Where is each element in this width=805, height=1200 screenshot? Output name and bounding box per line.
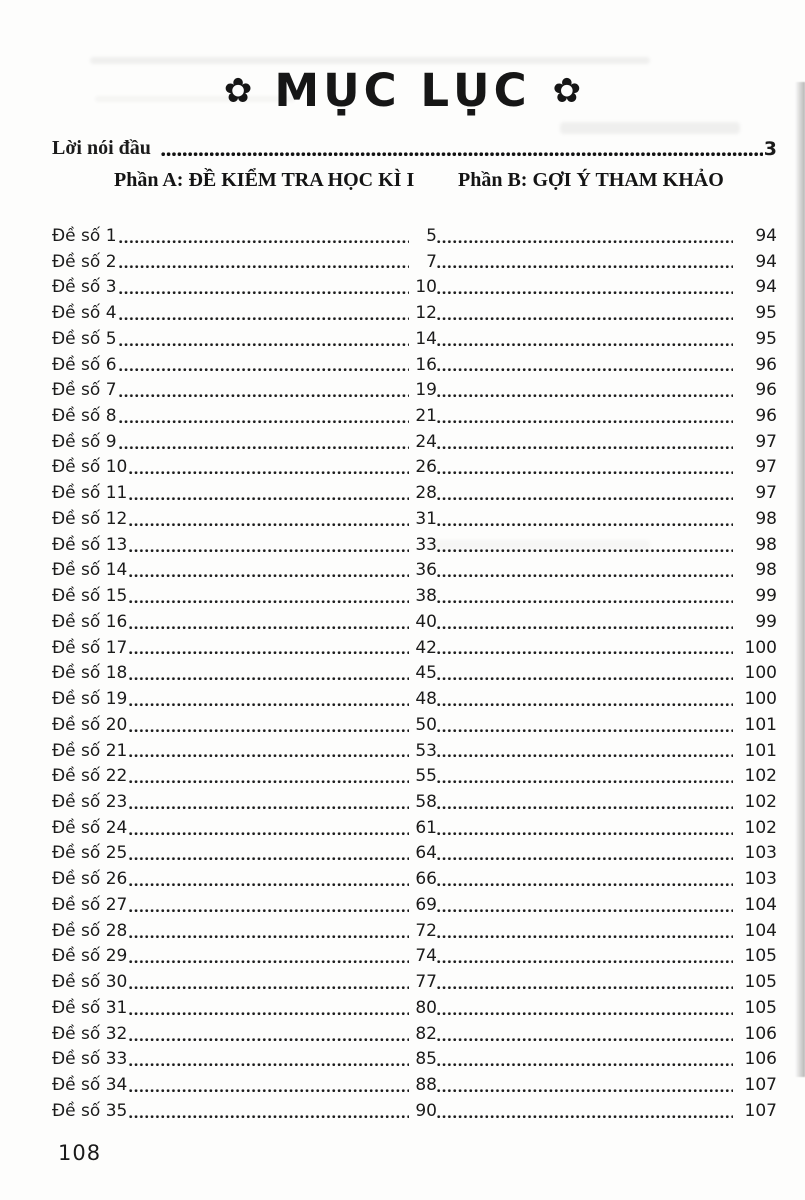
page-title-row xyxy=(0,64,805,117)
toc-row xyxy=(52,660,777,686)
toc-entry-page-part-a: 16 xyxy=(415,354,437,375)
toc-entry-page-part-a: 66 xyxy=(415,869,437,890)
column-header-part-b: Phần B: GỢI Ý THAM KHẢO xyxy=(458,169,724,191)
toc-entry-label: Đề số 34 xyxy=(52,1075,128,1096)
folio-page-number: 108 xyxy=(58,1141,102,1165)
toc-row xyxy=(52,1021,777,1047)
dot-leader xyxy=(437,738,733,764)
toc-row-left-segment xyxy=(52,635,437,661)
toc-entry-page-part-b: 95 xyxy=(755,303,777,324)
dot-leader xyxy=(437,686,733,712)
dot-leader xyxy=(129,558,409,584)
toc-entry-page-part-a: 80 xyxy=(415,997,437,1018)
toc-row xyxy=(52,1098,777,1124)
toc-entry-page-part-b: 98 xyxy=(755,560,777,581)
dot-leader xyxy=(437,558,733,584)
preface-label: Lời nói đầu xyxy=(52,137,151,159)
toc-entry-page-part-a: 55 xyxy=(415,766,437,787)
toc-entry-page-part-a: 85 xyxy=(415,1049,437,1070)
toc-entry-page-part-b: 94 xyxy=(755,225,777,246)
toc-row-left-segment xyxy=(52,892,437,918)
toc-entry-page-part-a: 53 xyxy=(415,740,437,761)
toc-entry-label: Đề số 18 xyxy=(52,663,128,684)
toc-row xyxy=(52,815,777,841)
toc-entry-label: Đề số 27 xyxy=(52,894,128,915)
dot-leader xyxy=(129,455,409,481)
preface-entry xyxy=(52,134,777,160)
toc-entry-label: Đề số 20 xyxy=(52,714,128,735)
toc-row-left-segment xyxy=(52,377,437,403)
toc-entry-label: Đề số 1 xyxy=(52,225,117,246)
dot-leader xyxy=(437,352,733,378)
dot-leader xyxy=(129,660,409,686)
dot-leader xyxy=(129,712,409,738)
toc-row xyxy=(52,1072,777,1098)
toc-row-left-segment xyxy=(52,223,437,249)
toc-row-left-segment xyxy=(52,815,437,841)
dot-leader xyxy=(437,944,733,970)
toc-row-left-segment xyxy=(52,455,437,481)
toc-row xyxy=(52,480,777,506)
dot-leader xyxy=(437,892,733,918)
toc-row xyxy=(52,352,777,378)
dot-leader xyxy=(119,352,409,378)
toc-row xyxy=(52,866,777,892)
page-edge-shadow xyxy=(795,82,805,1077)
dot-leader xyxy=(437,635,733,661)
toc-entry-label: Đề số 11 xyxy=(52,483,128,504)
page-title: MỤC LỤC xyxy=(274,64,531,117)
toc-entry-page-part-b: 102 xyxy=(744,766,777,787)
toc-row xyxy=(52,274,777,300)
toc-row xyxy=(52,558,777,584)
toc-list xyxy=(52,223,777,1124)
toc-entry-label: Đề số 24 xyxy=(52,817,128,838)
toc-entry-page-part-a: 31 xyxy=(415,508,437,529)
toc-row xyxy=(52,712,777,738)
toc-entry-page-part-a: 38 xyxy=(415,586,437,607)
dot-leader xyxy=(129,532,409,558)
dot-leader xyxy=(119,326,409,352)
toc-row-left-segment xyxy=(52,686,437,712)
toc-row-left-segment xyxy=(52,1047,437,1073)
toc-row-left-segment xyxy=(52,944,437,970)
dot-leader xyxy=(119,429,409,455)
toc-row-left-segment xyxy=(52,326,437,352)
toc-row-left-segment xyxy=(52,1021,437,1047)
toc-entry-page-part-a: 33 xyxy=(415,534,437,555)
toc-entry-page-part-a: 74 xyxy=(415,946,437,967)
dot-leader xyxy=(437,480,733,506)
toc-entry-page-part-b: 104 xyxy=(744,920,777,941)
toc-entry-page-part-b: 100 xyxy=(744,637,777,658)
dot-leader xyxy=(129,969,409,995)
toc-entry-label: Đề số 26 xyxy=(52,869,128,890)
toc-entry-label: Đề số 17 xyxy=(52,637,128,658)
toc-entry-page-part-b: 98 xyxy=(755,508,777,529)
toc-entry-label: Đề số 6 xyxy=(52,354,117,375)
toc-row xyxy=(52,249,777,275)
dot-leader xyxy=(129,866,409,892)
dot-leader xyxy=(161,140,763,160)
toc-entry-page-part-b: 106 xyxy=(744,1023,777,1044)
toc-entry-page-part-a: 64 xyxy=(415,843,437,864)
toc-entry-page-part-a: 58 xyxy=(415,792,437,813)
toc-row xyxy=(52,609,777,635)
dot-leader xyxy=(437,866,733,892)
toc-entry-page-part-b: 100 xyxy=(744,663,777,684)
toc-entry-page-part-a: 69 xyxy=(415,894,437,915)
toc-row xyxy=(52,223,777,249)
dot-leader xyxy=(437,918,733,944)
dot-leader xyxy=(129,944,409,970)
toc-entry-label: Đề số 9 xyxy=(52,431,117,452)
toc-entry-label: Đề số 8 xyxy=(52,406,117,426)
dot-leader xyxy=(437,1072,733,1098)
toc-entry-page-part-b: 102 xyxy=(744,817,777,838)
dot-leader xyxy=(129,841,409,867)
toc-row-left-segment xyxy=(52,403,437,429)
toc-entry-page-part-b: 97 xyxy=(755,483,777,504)
toc-entry-page-part-a: 90 xyxy=(415,1100,437,1121)
dot-leader xyxy=(129,1098,409,1124)
toc-entry-page-part-b: 107 xyxy=(744,1075,777,1096)
toc-row-left-segment xyxy=(52,1098,437,1124)
toc-row-left-segment xyxy=(52,995,437,1021)
toc-entry-page-part-a: 48 xyxy=(415,689,437,710)
dot-leader xyxy=(437,326,733,352)
florette-icon: ✿ xyxy=(552,71,582,111)
toc-row xyxy=(52,635,777,661)
dot-leader xyxy=(437,429,733,455)
toc-row xyxy=(52,789,777,815)
toc-row-left-segment xyxy=(52,506,437,532)
toc-entry-page-part-a: 5 xyxy=(426,225,437,246)
toc-entry-label: Đề số 14 xyxy=(52,560,128,581)
toc-row xyxy=(52,300,777,326)
toc-row xyxy=(52,326,777,352)
dot-leader xyxy=(437,1021,733,1047)
toc-entry-label: Đề số 5 xyxy=(52,328,117,349)
toc-row-left-segment xyxy=(52,558,437,584)
toc-entry-page-part-a: 26 xyxy=(415,457,437,478)
toc-row-left-segment xyxy=(52,763,437,789)
dot-leader xyxy=(129,738,409,764)
scan-artifact xyxy=(90,57,650,64)
toc-entry-page-part-b: 100 xyxy=(744,689,777,710)
toc-row-left-segment xyxy=(52,352,437,378)
toc-entry-page-part-b: 97 xyxy=(755,457,777,478)
toc-entry-page-part-b: 97 xyxy=(755,431,777,452)
toc-row xyxy=(52,944,777,970)
column-header-part-a: Phần A: ĐỀ KIỂM TRA HỌC KÌ I xyxy=(114,169,415,191)
toc-entry-page-part-a: 28 xyxy=(415,483,437,504)
toc-entry-page-part-a: 36 xyxy=(415,560,437,581)
toc-entry-label: Đề số 4 xyxy=(52,303,117,324)
dot-leader xyxy=(119,403,409,429)
dot-leader xyxy=(129,1021,409,1047)
toc-entry-page-part-b: 98 xyxy=(755,534,777,555)
toc-entry-label: Đề số 23 xyxy=(52,792,128,813)
dot-leader xyxy=(437,506,733,532)
toc-entry-page-part-b: 94 xyxy=(755,251,777,272)
dot-leader xyxy=(437,995,733,1021)
toc-row-left-segment xyxy=(52,712,437,738)
toc-entry-page-part-b: 101 xyxy=(744,714,777,735)
dot-leader xyxy=(129,918,409,944)
toc-row-left-segment xyxy=(52,429,437,455)
toc-entry-page-part-a: 7 xyxy=(426,251,437,272)
toc-entry-label: Đề số 10 xyxy=(52,457,128,478)
toc-entry-page-part-b: 94 xyxy=(755,277,777,298)
toc-row-left-segment xyxy=(52,738,437,764)
toc-entry-page-part-b: 96 xyxy=(755,406,777,426)
dot-leader xyxy=(129,506,409,532)
toc-entry-label: Đề số 21 xyxy=(52,740,128,761)
toc-entry-page-part-a: 88 xyxy=(415,1075,437,1096)
toc-entry-label: Đề số 13 xyxy=(52,534,128,555)
toc-row xyxy=(52,686,777,712)
dot-leader xyxy=(437,377,733,403)
toc-row-left-segment xyxy=(52,532,437,558)
toc-row xyxy=(52,403,777,429)
toc-entry-label: Đề số 35 xyxy=(52,1100,128,1121)
toc-row-left-segment xyxy=(52,789,437,815)
toc-entry-page-part-b: 103 xyxy=(744,843,777,864)
toc-row xyxy=(52,995,777,1021)
toc-entry-label: Đề số 2 xyxy=(52,251,117,272)
preface-page-number: 3 xyxy=(763,138,777,160)
toc-entry-label: Đề số 16 xyxy=(52,611,128,632)
toc-row xyxy=(52,377,777,403)
toc-entry-page-part-b: 104 xyxy=(744,894,777,915)
toc-row-left-segment xyxy=(52,1072,437,1098)
toc-entry-label: Đề số 29 xyxy=(52,946,128,967)
dot-leader xyxy=(437,969,733,995)
toc-entry-page-part-a: 21 xyxy=(415,406,437,426)
dot-leader xyxy=(129,815,409,841)
toc-row xyxy=(52,1047,777,1073)
toc-row xyxy=(52,918,777,944)
dot-leader xyxy=(437,609,733,635)
toc-entry-label: Đề số 31 xyxy=(52,997,128,1018)
toc-row-left-segment xyxy=(52,609,437,635)
dot-leader xyxy=(119,249,409,275)
dot-leader xyxy=(437,403,733,429)
toc-entry-page-part-a: 42 xyxy=(415,637,437,658)
dot-leader xyxy=(129,892,409,918)
dot-leader xyxy=(437,455,733,481)
dot-leader xyxy=(437,815,733,841)
toc-entry-page-part-b: 107 xyxy=(744,1100,777,1121)
toc-entry-page-part-b: 95 xyxy=(755,328,777,349)
toc-row xyxy=(52,583,777,609)
toc-row-left-segment xyxy=(52,480,437,506)
toc-row-left-segment xyxy=(52,274,437,300)
toc-row xyxy=(52,532,777,558)
dot-leader xyxy=(437,274,733,300)
toc-row xyxy=(52,763,777,789)
dot-leader xyxy=(129,1072,409,1098)
toc-entry-page-part-b: 105 xyxy=(744,997,777,1018)
dot-leader xyxy=(129,1047,409,1073)
toc-entry-page-part-a: 77 xyxy=(415,972,437,993)
dot-leader xyxy=(437,583,733,609)
toc-entry-page-part-b: 99 xyxy=(755,611,777,632)
dot-leader xyxy=(119,377,409,403)
dot-leader xyxy=(129,609,409,635)
toc-entry-label: Đề số 25 xyxy=(52,843,128,864)
dot-leader xyxy=(119,223,409,249)
toc-entry-label: Đề số 32 xyxy=(52,1023,128,1044)
toc-entry-label: Đề số 30 xyxy=(52,972,128,993)
toc-entry-page-part-a: 45 xyxy=(415,663,437,684)
toc-entry-label: Đề số 12 xyxy=(52,508,128,529)
toc-entry-page-part-a: 14 xyxy=(415,328,437,349)
toc-row-left-segment xyxy=(52,300,437,326)
dot-leader xyxy=(437,1047,733,1073)
dot-leader xyxy=(129,789,409,815)
dot-leader xyxy=(437,249,733,275)
toc-row-left-segment xyxy=(52,918,437,944)
toc-entry-label: Đề số 15 xyxy=(52,586,128,607)
dot-leader xyxy=(437,660,733,686)
toc-row xyxy=(52,969,777,995)
toc-entry-page-part-b: 96 xyxy=(755,354,777,375)
toc-row-left-segment xyxy=(52,249,437,275)
toc-entry-label: Đề số 19 xyxy=(52,689,128,710)
toc-entry-page-part-a: 82 xyxy=(415,1023,437,1044)
toc-entry-page-part-b: 103 xyxy=(744,869,777,890)
dot-leader xyxy=(119,300,409,326)
dot-leader xyxy=(437,763,733,789)
toc-row-left-segment xyxy=(52,841,437,867)
dot-leader xyxy=(129,583,409,609)
toc-entry-page-part-a: 40 xyxy=(415,611,437,632)
toc-row xyxy=(52,892,777,918)
toc-row xyxy=(52,455,777,481)
dot-leader xyxy=(129,635,409,661)
dot-leader xyxy=(437,789,733,815)
dot-leader xyxy=(129,480,409,506)
toc-entry-page-part-b: 105 xyxy=(744,946,777,967)
toc-entry-page-part-b: 99 xyxy=(755,586,777,607)
toc-entry-page-part-a: 12 xyxy=(415,303,437,324)
toc-entry-page-part-a: 24 xyxy=(415,431,437,452)
toc-entry-label: Đề số 22 xyxy=(52,766,128,787)
toc-entry-page-part-a: 10 xyxy=(415,277,437,298)
dot-leader xyxy=(129,686,409,712)
toc-entry-page-part-b: 102 xyxy=(744,792,777,813)
dot-leader xyxy=(437,712,733,738)
florette-icon: ✿ xyxy=(223,71,253,111)
dot-leader xyxy=(437,223,733,249)
toc-entry-page-part-a: 19 xyxy=(415,380,437,401)
toc-row xyxy=(52,738,777,764)
toc-entry-page-part-a: 50 xyxy=(415,714,437,735)
dot-leader xyxy=(129,763,409,789)
toc-entry-page-part-a: 72 xyxy=(415,920,437,941)
dot-leader xyxy=(437,300,733,326)
toc-entry-page-part-a: 61 xyxy=(415,817,437,838)
scan-artifact xyxy=(560,122,740,134)
dot-leader xyxy=(437,841,733,867)
toc-row-left-segment xyxy=(52,583,437,609)
toc-row-left-segment xyxy=(52,969,437,995)
toc-entry-label: Đề số 7 xyxy=(52,380,117,401)
dot-leader xyxy=(119,274,409,300)
toc-entry-page-part-b: 101 xyxy=(744,740,777,761)
toc-row-left-segment xyxy=(52,660,437,686)
toc-entry-label: Đề số 33 xyxy=(52,1049,128,1070)
toc-entry-label: Đề số 3 xyxy=(52,277,117,298)
toc-row xyxy=(52,841,777,867)
dot-leader xyxy=(437,532,733,558)
dot-leader xyxy=(129,995,409,1021)
toc-entry-page-part-b: 105 xyxy=(744,972,777,993)
toc-row xyxy=(52,506,777,532)
dot-leader xyxy=(437,1098,733,1124)
toc-row xyxy=(52,429,777,455)
toc-row-left-segment xyxy=(52,866,437,892)
toc-entry-page-part-b: 96 xyxy=(755,380,777,401)
toc-entry-page-part-b: 106 xyxy=(744,1049,777,1070)
toc-entry-label: Đề số 28 xyxy=(52,920,128,941)
